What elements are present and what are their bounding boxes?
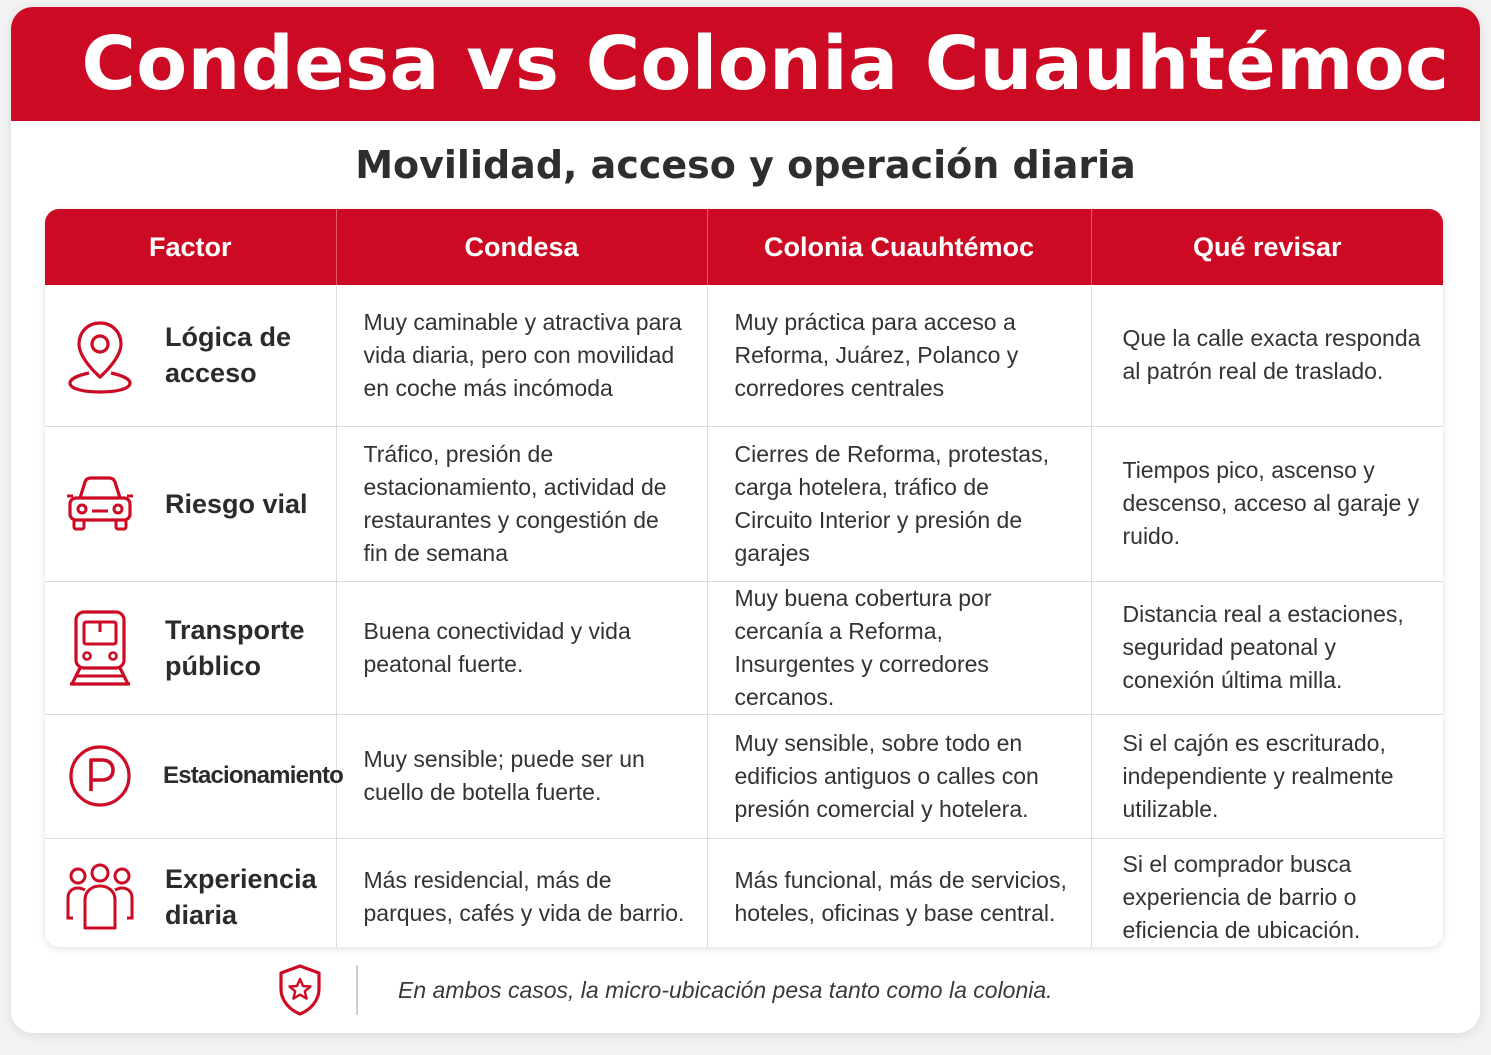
table-row (45, 714, 1443, 838)
factor-cell (45, 426, 336, 581)
condesa-cell: Buena conectividad y vida peatonal fuerte. (336, 581, 707, 714)
revisar-cell: Si el cajón es escriturado, independiente y realmente utilizable. (1091, 714, 1443, 838)
footer (11, 963, 1480, 1023)
page-subtitle: Movilidad, acceso y operación diaria (355, 143, 1136, 187)
shield-star-icon (277, 963, 323, 1022)
factor-cell (45, 581, 336, 714)
table-row (45, 285, 1443, 426)
header-condesa: Condesa (336, 209, 707, 285)
factor-label: Experiencia diaria (165, 864, 317, 931)
factor-label: Transporte público (165, 614, 305, 681)
infographic-card (11, 7, 1480, 1033)
factor-label: Riesgo vial (165, 488, 308, 519)
page-title: Condesa vs Colonia Cuauhtémoc (81, 21, 1450, 107)
parking-icon (65, 736, 135, 816)
table-row (45, 581, 1443, 714)
table-header-row (45, 209, 1443, 285)
cuauhtemoc-cell: Cierres de Reforma, protestas, carga hotelera, tráfico de Circuito Interior y presión de garajes (707, 426, 1091, 581)
people-icon (65, 857, 135, 937)
footer-note: En ambos casos, la micro-ubicación pesa tanto como la colonia. (398, 977, 1053, 1003)
cuauhtemoc-cell: Muy práctica para acceso a Reforma, Juárez, Polanco y corredores centrales (707, 285, 1091, 426)
condesa-cell: Muy sensible; puede ser un cuello de botella fuerte. (336, 714, 707, 838)
footer-divider (356, 965, 358, 1015)
revisar-cell: Que la calle exacta responda al patrón real de traslado. (1091, 285, 1443, 426)
factor-cell (45, 714, 344, 838)
revisar-cell: Distancia real a estaciones, seguridad peatonal y conexión última milla. (1091, 581, 1443, 714)
cuauhtemoc-cell: Muy sensible, sobre todo en edificios antiguos o calles con presión comercial y hotelera. (707, 714, 1091, 838)
condesa-cell: Muy caminable y atractiva para vida diaria, pero con movilidad en coche más incómoda (336, 285, 707, 426)
revisar-cell: Si el comprador busca experiencia de barrio o eficiencia de ubicación. (1122, 850, 1361, 943)
factor-label: Estacionamiento (163, 762, 344, 789)
factor-cell (45, 838, 336, 947)
revisar-cell: Tiempos pico, ascenso y descenso, acceso al garaje y ruido. (1091, 426, 1443, 581)
cuauhtemoc-cell: Muy buena cobertura por cercanía a Reforma, Insurgentes y corredores cercanos. (707, 581, 1091, 714)
factor-cell (45, 285, 336, 426)
cuauhtemoc-cell: Más funcional, más de servicios, hoteles, oficinas y base central. (707, 838, 1091, 947)
header-factor: Factor (45, 209, 336, 285)
car-icon (65, 464, 135, 544)
location-pin-icon (65, 315, 135, 395)
comparison-table (45, 209, 1443, 947)
header-cuauhtemoc: Colonia Cuauhtémoc (707, 209, 1091, 285)
table-row (45, 426, 1443, 581)
table-row (45, 838, 1443, 947)
train-icon (65, 608, 135, 688)
condesa-cell: Tráfico, presión de estacionamiento, actividad de restaurantes y congestión de fin de semana (336, 426, 707, 581)
header-que-revisar: Qué revisar (1091, 209, 1443, 285)
factor-label: Lógica de acceso (165, 322, 292, 389)
title-banner (11, 7, 1480, 121)
condesa-cell: Más residencial, más de parques, cafés y vida de barrio. (336, 838, 707, 947)
